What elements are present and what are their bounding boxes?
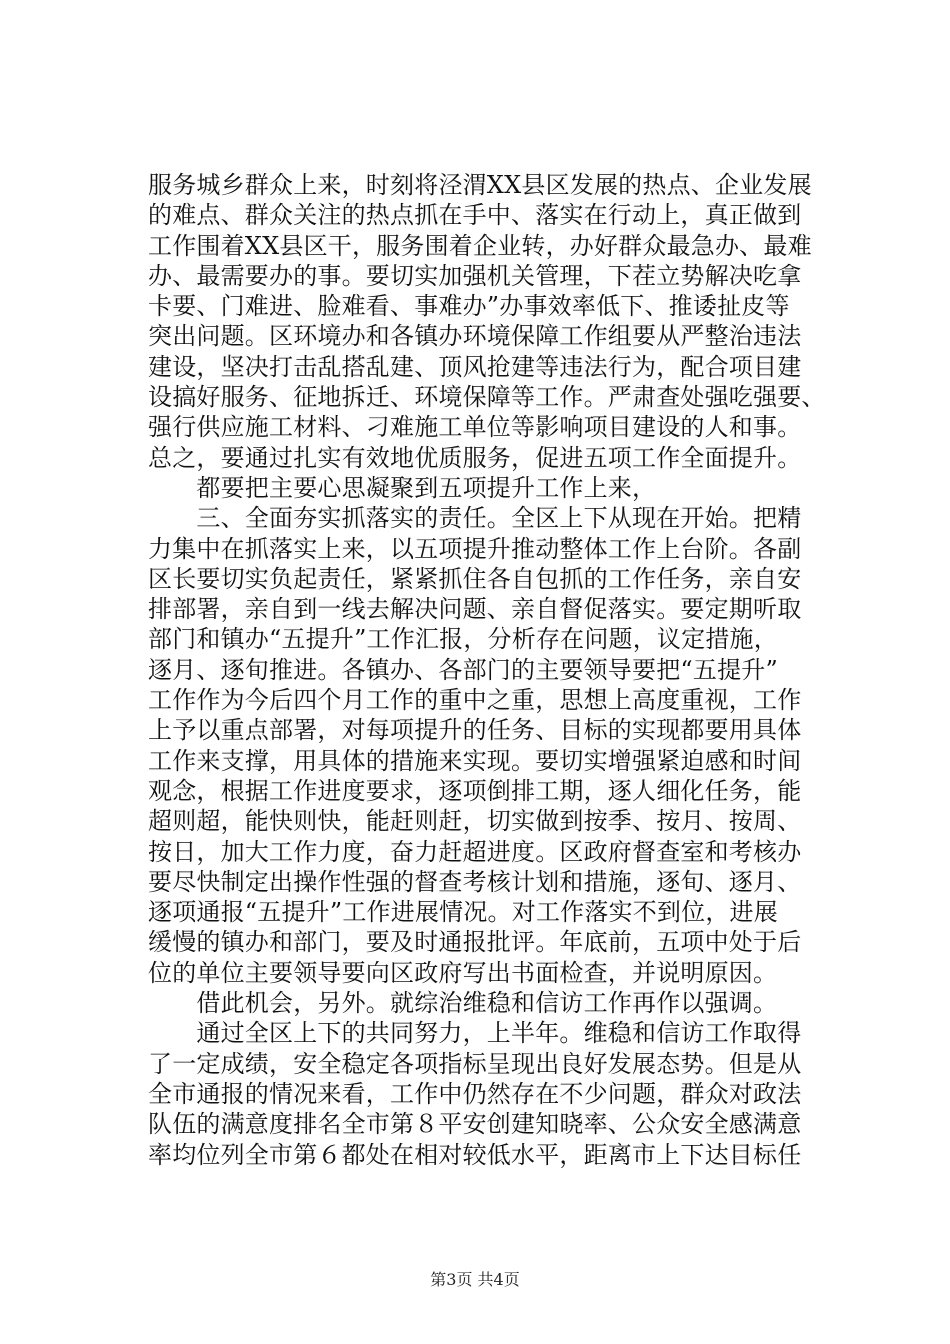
text-line: 缓慢的镇办和部门，要及时通报批评。年底前，五项中处于后 <box>148 928 802 957</box>
text-line: 力集中在抓落实上来，以五项提升推动整体工作上台阶。各副 <box>148 534 802 563</box>
text-line: 要尽快制定出操作性强的督查考核计划和措施，逐旬、逐月、 <box>148 867 802 896</box>
text-line: 全市通报的情况来看，工作中仍然存在不少问题，群众对政法 <box>148 1079 802 1108</box>
text-line: 了一定成绩，安全稳定各项指标呈现出良好发展态势。但是从 <box>148 1049 802 1078</box>
text-line: 设搞好服务、征地拆迁、环境保障等工作。严肃查处强吃强要、 <box>148 383 826 412</box>
body-text <box>148 170 848 1170</box>
text-line: 办、最需要办的事。要切实加强机关管理，下茬立势解决吃拿 <box>148 261 802 290</box>
text-line: 排部署，亲自到一线去解决问题、亲自督促落实。要定期听取 <box>148 595 802 624</box>
text-line: 强行供应施工材料、刁难施工单位等影响项目建设的人和事。 <box>148 413 802 442</box>
text-line: 服务城乡群众上来，时刻将泾渭XX县区发展的热点、企业发展 <box>148 171 812 199</box>
text-line: 上予以重点部署，对每项提升的任务、目标的实现都要用具体 <box>148 716 802 745</box>
text-line: 逐项通报“五提升”工作进展情况。对工作落实不到位，进展 <box>148 898 778 927</box>
text-line: 通过全区上下的共同努力，上半年。维稳和信访工作取得 <box>148 1019 802 1048</box>
text-line: 卡要、门难进、脸难看、事难办”办事效率低下、推诿扯皮等 <box>148 292 790 321</box>
text-line: 总之，要通过扎实有效地优质服务，促进五项工作全面提升。 <box>148 443 802 472</box>
text-line: 突出问题。区环境办和各镇办环境保障工作组要从严整治违法 <box>148 322 802 351</box>
text-line: 都要把主要心思凝聚到五项提升工作上来， <box>148 473 657 502</box>
text-line: 超则超，能快则快，能赶则赶，切实做到按季、按月、按周、 <box>148 807 802 836</box>
text-line: 部门和镇办“五提升”工作汇报，分析存在问题，议定措施， <box>148 625 778 654</box>
page-footer: 第3页 共4页 <box>430 1270 520 1289</box>
text-line: 观念，根据工作进度要求，逐项倒排工期，逐人细化任务，能 <box>148 776 802 805</box>
text-line: 三、全面夯实抓落实的责任。全区上下从现在开始。把精 <box>148 504 802 533</box>
text-line: 率均位列全市第６都处在相对较低水平，距离市上下达目标任 <box>148 1140 802 1169</box>
text-line: 建设，坚决打击乱搭乱建、顶风抢建等违法行为，配合项目建 <box>148 352 802 381</box>
text-line: 的难点、群众关注的热点抓在手中、落实在行动上，真正做到 <box>148 201 802 230</box>
text-line: 区长要切实负起责任，紧紧抓住各自包抓的工作任务，亲自安 <box>148 564 802 593</box>
text-line: 工作围着XX县区干，服务围着企业转，办好群众最急办、最难 <box>148 231 812 260</box>
text-line: 逐月、逐旬推进。各镇办、各部门的主要领导要把“五提升” <box>148 655 778 684</box>
text-line: 按日，加大工作力度，奋力赶超进度。区政府督查室和考核办 <box>148 837 802 866</box>
text-line: 位的单位主要领导要向区政府写出书面检查，并说明原因。 <box>148 958 778 987</box>
text-line: 队伍的满意度排名全市第８平安创建知晓率、公众安全感满意 <box>148 1110 802 1139</box>
text-line: 借此机会，另外。就综治维稳和信访工作再作以强调。 <box>148 989 778 1018</box>
text-line: 工作作为今后四个月工作的重中之重，思想上高度重视，工作 <box>148 686 802 715</box>
text-line: 工作来支撑，用具体的措施来实现。要切实增强紧迫感和时间 <box>148 746 802 775</box>
